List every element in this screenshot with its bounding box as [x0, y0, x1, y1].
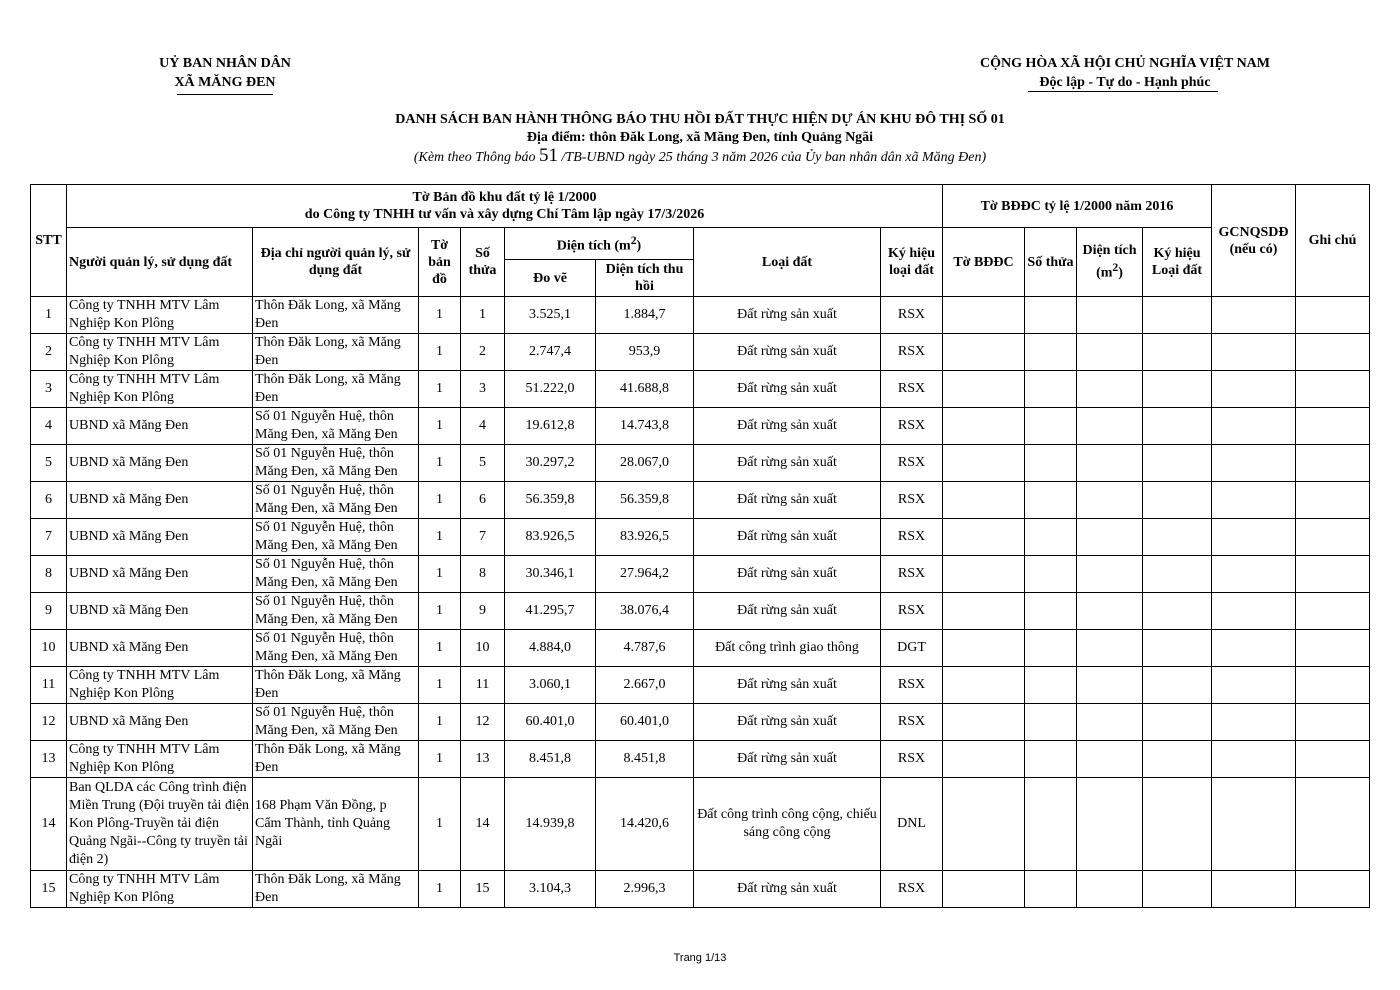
row-bddc-parcel: [1025, 371, 1077, 408]
row-notes: [1296, 667, 1370, 704]
row-bddc-sheet: [943, 667, 1025, 704]
row-parcel: 6: [461, 482, 505, 519]
row-bddc-code: [1143, 704, 1212, 741]
row-recovered-area: 27.964,2: [596, 556, 694, 593]
row-gcn: [1212, 297, 1296, 334]
table-body: [31, 297, 1370, 908]
row-bddc-sheet: [943, 741, 1025, 778]
row-land-type: Đất rừng sản xuất: [694, 334, 881, 371]
row-notes: [1296, 519, 1370, 556]
row-bddc-parcel: [1025, 667, 1077, 704]
reference-suffix: /TB-UBND ngày 25 tháng 3 năm 2026 của Ủy ban nhân dân xã Măng Đen): [558, 150, 987, 165]
header-parcel: Số thửa: [461, 228, 505, 297]
row-owner: Công ty TNHH MTV Lâm Nghiệp Kon Plông: [67, 334, 253, 371]
row-bddc-code: [1143, 445, 1212, 482]
row-land-code: RSX: [881, 704, 943, 741]
row-bddc-area: [1077, 741, 1143, 778]
row-bddc-parcel: [1025, 482, 1077, 519]
row-land-type: Đất rừng sản xuất: [694, 445, 881, 482]
row-bddc-code: [1143, 630, 1212, 667]
row-bddc-parcel: [1025, 334, 1077, 371]
row-gcn: [1212, 445, 1296, 482]
row-bddc-area: [1077, 297, 1143, 334]
row-map-sheet: 1: [419, 871, 461, 908]
title-location: Địa điểm: thôn Đăk Long, xã Măng Đen, tỉnh Quảng Ngãi: [526, 130, 874, 145]
row-gcn: [1212, 556, 1296, 593]
table-row: [31, 593, 1370, 630]
row-gcn: [1212, 593, 1296, 630]
row-recovered-area: 14.743,8: [596, 408, 694, 445]
row-recovered-area: 8.451,8: [596, 741, 694, 778]
row-recovered-area: 28.067,0: [596, 445, 694, 482]
row-recovered-area: 4.787,6: [596, 630, 694, 667]
row-stt: 10: [31, 630, 67, 667]
row-bddc-code: [1143, 741, 1212, 778]
row-notes: [1296, 482, 1370, 519]
row-owner: Công ty TNHH MTV Lâm Nghiệp Kon Plông: [67, 741, 253, 778]
row-bddc-area: [1077, 778, 1143, 871]
row-measured-area: 3.060,1: [505, 667, 596, 704]
row-map-sheet: 1: [419, 482, 461, 519]
header-owner: Người quản lý, sử dụng đất: [67, 228, 253, 297]
row-land-type: Đất rừng sản xuất: [694, 667, 881, 704]
row-bddc-parcel: [1025, 704, 1077, 741]
row-parcel: 4: [461, 408, 505, 445]
row-measured-area: 8.451,8: [505, 741, 596, 778]
row-owner: Ban QLDA các Công trình điện Miền Trung (Đội truyền tải điện Kon Plông-Truyền tải điện Quảng Ngãi--Công ty truyền tải điện 2): [67, 778, 253, 871]
table-row: [31, 519, 1370, 556]
row-land-code: RSX: [881, 371, 943, 408]
table-row: [31, 482, 1370, 519]
row-recovered-area: 2.996,3: [596, 871, 694, 908]
area-group-suffix: ): [636, 238, 642, 254]
row-recovered-area: 56.359,8: [596, 482, 694, 519]
row-notes: [1296, 297, 1370, 334]
row-gcn: [1212, 778, 1296, 871]
header-bddc-group: Tờ BĐĐC tỷ lệ 1/2000 năm 2016: [943, 185, 1212, 228]
row-measured-area: 3.104,3: [505, 871, 596, 908]
row-stt: 12: [31, 704, 67, 741]
row-recovered-area: 953,9: [596, 334, 694, 371]
row-bddc-code: [1143, 297, 1212, 334]
row-land-code: RSX: [881, 482, 943, 519]
table-row: [31, 778, 1370, 871]
row-stt: 6: [31, 482, 67, 519]
header-map-sheet: Tờ bản đồ: [419, 228, 461, 297]
row-address: Số 01 Nguyễn Huệ, thôn Măng Đen, xã Măng Đen: [253, 630, 419, 667]
row-map-sheet: 1: [419, 519, 461, 556]
row-stt: 9: [31, 593, 67, 630]
bddc-area-prefix: Diện tích (m: [1082, 243, 1137, 281]
row-land-type: Đất rừng sản xuất: [694, 741, 881, 778]
header-bddc-parcel: Số thửa: [1025, 228, 1077, 297]
row-notes: [1296, 445, 1370, 482]
row-stt: 3: [31, 371, 67, 408]
row-measured-area: 60.401,0: [505, 704, 596, 741]
row-map-sheet: 1: [419, 778, 461, 871]
row-recovered-area: 83.926,5: [596, 519, 694, 556]
row-owner: UBND xã Măng Đen: [67, 445, 253, 482]
row-stt: 14: [31, 778, 67, 871]
row-measured-area: 4.884,0: [505, 630, 596, 667]
notice-number: 51: [539, 145, 559, 166]
row-bddc-code: [1143, 593, 1212, 630]
row-address: Thôn Đăk Long, xã Măng Đen: [253, 334, 419, 371]
row-map-sheet: 1: [419, 556, 461, 593]
row-notes: [1296, 593, 1370, 630]
row-land-code: DNL: [881, 778, 943, 871]
row-bddc-parcel: [1025, 871, 1077, 908]
row-address: Số 01 Nguyễn Huệ, thôn Măng Đen, xã Măng Đen: [253, 519, 419, 556]
row-bddc-sheet: [943, 871, 1025, 908]
row-bddc-sheet: [943, 371, 1025, 408]
row-map-sheet: 1: [419, 445, 461, 482]
row-land-type: Đất công trình giao thông: [694, 630, 881, 667]
row-gcn: [1212, 408, 1296, 445]
row-measured-area: 41.295,7: [505, 593, 596, 630]
table-row: [31, 556, 1370, 593]
row-land-code: RSX: [881, 297, 943, 334]
row-bddc-code: [1143, 408, 1212, 445]
row-land-type: Đất rừng sản xuất: [694, 704, 881, 741]
row-notes: [1296, 741, 1370, 778]
table-row: [31, 667, 1370, 704]
motto-line-2: Độc lập - Tự do - Hạnh phúc: [1039, 75, 1211, 90]
table-row: [31, 334, 1370, 371]
header-address: Địa chỉ người quản lý, sử dụng đất: [253, 228, 419, 297]
row-address: Thôn Đăk Long, xã Măng Đen: [253, 297, 419, 334]
row-address: Số 01 Nguyễn Huệ, thôn Măng Đen, xã Măng Đen: [253, 556, 419, 593]
row-stt: 11: [31, 667, 67, 704]
row-address: Thôn Đăk Long, xã Măng Đen: [253, 741, 419, 778]
header-bddc-sheet: Tờ BĐĐC: [943, 228, 1025, 297]
row-land-type: Đất công trình công cộng, chiếu sáng công cộng: [694, 778, 881, 871]
row-bddc-code: [1143, 334, 1212, 371]
row-parcel: 11: [461, 667, 505, 704]
row-notes: [1296, 334, 1370, 371]
row-bddc-sheet: [943, 556, 1025, 593]
row-land-type: Đất rừng sản xuất: [694, 371, 881, 408]
reference-prefix: (Kèm theo Thông báo: [413, 150, 540, 165]
row-stt: 8: [31, 556, 67, 593]
motto-line-1: CỘNG HÒA XÃ HỘI CHỦ NGHĨA VIỆT NAM: [979, 56, 1270, 71]
row-bddc-code: [1143, 371, 1212, 408]
row-land-code: RSX: [881, 667, 943, 704]
row-map-sheet: 1: [419, 630, 461, 667]
row-bddc-sheet: [943, 334, 1025, 371]
row-gcn: [1212, 704, 1296, 741]
row-bddc-sheet: [943, 519, 1025, 556]
row-owner: UBND xã Măng Đen: [67, 519, 253, 556]
map-group-line-2: do Công ty TNHH tư vấn và xây dựng Chí Tâm lập ngày 17/3/2026: [304, 207, 705, 222]
row-bddc-area: [1077, 334, 1143, 371]
row-land-code: RSX: [881, 741, 943, 778]
row-bddc-area: [1077, 371, 1143, 408]
row-bddc-parcel: [1025, 408, 1077, 445]
authority-line-1: UỶ BAN NHÂN DÂN: [159, 56, 291, 71]
national-motto: [950, 54, 1300, 92]
row-owner: UBND xã Măng Đen: [67, 482, 253, 519]
header-area-group: [505, 228, 694, 260]
row-notes: [1296, 871, 1370, 908]
row-bddc-code: [1143, 556, 1212, 593]
header-gcn: GCNQSDĐ (nếu có): [1212, 185, 1296, 297]
row-land-code: RSX: [881, 408, 943, 445]
row-bddc-sheet: [943, 593, 1025, 630]
row-land-type: Đất rừng sản xuất: [694, 556, 881, 593]
row-measured-area: 83.926,5: [505, 519, 596, 556]
table-row: [31, 741, 1370, 778]
row-land-type: Đất rừng sản xuất: [694, 482, 881, 519]
row-bddc-sheet: [943, 445, 1025, 482]
row-address: Số 01 Nguyễn Huệ, thôn Măng Đen, xã Măng Đen: [253, 445, 419, 482]
row-land-code: RSX: [881, 445, 943, 482]
row-address: Thôn Đăk Long, xã Măng Đen: [253, 871, 419, 908]
row-stt: 2: [31, 334, 67, 371]
row-owner: Công ty TNHH MTV Lâm Nghiệp Kon Plông: [67, 871, 253, 908]
row-measured-area: 3.525,1: [505, 297, 596, 334]
area-group-sup: 2: [630, 234, 637, 248]
row-land-code: RSX: [881, 871, 943, 908]
row-land-type: Đất rừng sản xuất: [694, 408, 881, 445]
row-parcel: 3: [461, 371, 505, 408]
row-parcel: 9: [461, 593, 505, 630]
header-bddc-area: [1077, 228, 1143, 297]
row-address: Số 01 Nguyễn Huệ, thôn Măng Đen, xã Măng Đen: [253, 593, 419, 630]
row-bddc-area: [1077, 519, 1143, 556]
row-recovered-area: 14.420,6: [596, 778, 694, 871]
row-bddc-parcel: [1025, 445, 1077, 482]
row-parcel: 5: [461, 445, 505, 482]
row-map-sheet: 1: [419, 667, 461, 704]
row-bddc-area: [1077, 630, 1143, 667]
row-measured-area: 30.346,1: [505, 556, 596, 593]
bddc-area-suffix: ): [1118, 265, 1123, 281]
row-stt: 13: [31, 741, 67, 778]
row-bddc-sheet: [943, 704, 1025, 741]
row-recovered-area: 60.401,0: [596, 704, 694, 741]
row-measured-area: 30.297,2: [505, 445, 596, 482]
issuing-authority: [140, 54, 310, 92]
row-bddc-area: [1077, 593, 1143, 630]
row-land-type: Đất rừng sản xuất: [694, 593, 881, 630]
row-recovered-area: 41.688,8: [596, 371, 694, 408]
row-gcn: [1212, 630, 1296, 667]
page-number: Trang 1/13: [673, 952, 727, 964]
row-land-code: RSX: [881, 593, 943, 630]
header-land-type: Loại đất: [694, 228, 881, 297]
row-bddc-parcel: [1025, 297, 1077, 334]
row-bddc-parcel: [1025, 593, 1077, 630]
row-bddc-area: [1077, 704, 1143, 741]
row-stt: 4: [31, 408, 67, 445]
row-owner: Công ty TNHH MTV Lâm Nghiệp Kon Plông: [67, 667, 253, 704]
header-stt: STT: [31, 185, 67, 297]
row-parcel: 13: [461, 741, 505, 778]
row-bddc-code: [1143, 871, 1212, 908]
row-gcn: [1212, 519, 1296, 556]
row-stt: 5: [31, 445, 67, 482]
row-gcn: [1212, 334, 1296, 371]
row-bddc-parcel: [1025, 630, 1077, 667]
area-group-prefix: Diện tích (m: [556, 238, 631, 254]
table-row: [31, 408, 1370, 445]
row-address: Thôn Đăk Long, xã Măng Đen: [253, 667, 419, 704]
header-land-code: Ký hiệu loại đất: [881, 228, 943, 297]
row-parcel: 8: [461, 556, 505, 593]
row-notes: [1296, 556, 1370, 593]
row-bddc-parcel: [1025, 519, 1077, 556]
row-bddc-area: [1077, 667, 1143, 704]
row-stt: 1: [31, 297, 67, 334]
row-land-type: Đất rừng sản xuất: [694, 871, 881, 908]
row-gcn: [1212, 371, 1296, 408]
row-map-sheet: 1: [419, 704, 461, 741]
row-notes: [1296, 704, 1370, 741]
motto-underline: [1028, 91, 1218, 92]
row-land-type: Đất rừng sản xuất: [694, 519, 881, 556]
row-bddc-parcel: [1025, 741, 1077, 778]
row-notes: [1296, 371, 1370, 408]
row-land-code: RSX: [881, 334, 943, 371]
row-measured-area: 51.222,0: [505, 371, 596, 408]
row-parcel: 7: [461, 519, 505, 556]
row-bddc-code: [1143, 778, 1212, 871]
row-measured-area: 19.612,8: [505, 408, 596, 445]
row-gcn: [1212, 667, 1296, 704]
row-owner: UBND xã Măng Đen: [67, 408, 253, 445]
row-land-code: RSX: [881, 556, 943, 593]
row-bddc-sheet: [943, 630, 1025, 667]
row-parcel: 14: [461, 778, 505, 871]
bddc-area-sup: 2: [1112, 261, 1119, 275]
row-bddc-parcel: [1025, 556, 1077, 593]
row-bddc-parcel: [1025, 778, 1077, 871]
row-bddc-sheet: [943, 408, 1025, 445]
row-owner: UBND xã Măng Đen: [67, 593, 253, 630]
row-address: Số 01 Nguyễn Huệ, thôn Măng Đen, xã Măng Đen: [253, 704, 419, 741]
row-parcel: 2: [461, 334, 505, 371]
table-row: [31, 297, 1370, 334]
row-address: Thôn Đăk Long, xã Măng Đen: [253, 371, 419, 408]
map-group-line-1: Tờ Bản đồ khu đất tỷ lệ 1/2000: [412, 190, 597, 205]
title-line-1: DANH SÁCH BAN HÀNH THÔNG BÁO THU HỒI ĐẤT THỰC HIỆN DỰ ÁN KHU ĐÔ THỊ SỐ 01: [395, 112, 1005, 127]
row-map-sheet: 1: [419, 741, 461, 778]
row-measured-area: 14.939,8: [505, 778, 596, 871]
row-gcn: [1212, 741, 1296, 778]
row-recovered-area: 38.076,4: [596, 593, 694, 630]
row-map-sheet: 1: [419, 334, 461, 371]
row-owner: Công ty TNHH MTV Lâm Nghiệp Kon Plông: [67, 371, 253, 408]
row-bddc-sheet: [943, 482, 1025, 519]
row-notes: [1296, 408, 1370, 445]
row-map-sheet: 1: [419, 408, 461, 445]
row-measured-area: 2.747,4: [505, 334, 596, 371]
row-bddc-area: [1077, 408, 1143, 445]
table-row: [31, 445, 1370, 482]
row-bddc-code: [1143, 667, 1212, 704]
row-address: Số 01 Nguyễn Huệ, thôn Măng Đen, xã Măng Đen: [253, 482, 419, 519]
row-land-code: RSX: [881, 519, 943, 556]
row-bddc-area: [1077, 871, 1143, 908]
row-map-sheet: 1: [419, 371, 461, 408]
row-bddc-area: [1077, 556, 1143, 593]
row-parcel: 15: [461, 871, 505, 908]
document-title: [200, 111, 1200, 167]
row-land-code: DGT: [881, 630, 943, 667]
row-bddc-code: [1143, 482, 1212, 519]
row-bddc-area: [1077, 482, 1143, 519]
row-owner: UBND xã Măng Đen: [67, 556, 253, 593]
row-recovered-area: 2.667,0: [596, 667, 694, 704]
title-reference: [200, 147, 1200, 167]
row-notes: [1296, 630, 1370, 667]
table-row: [31, 704, 1370, 741]
header-map-group: [67, 185, 943, 228]
land-recovery-table: [30, 184, 1370, 908]
row-owner: UBND xã Măng Đen: [67, 630, 253, 667]
row-map-sheet: 1: [419, 593, 461, 630]
row-parcel: 12: [461, 704, 505, 741]
row-gcn: [1212, 482, 1296, 519]
row-measured-area: 56.359,8: [505, 482, 596, 519]
authority-underline: [177, 94, 273, 95]
row-gcn: [1212, 871, 1296, 908]
row-parcel: 10: [461, 630, 505, 667]
header-measured-area: Đo vẽ: [505, 260, 596, 297]
row-map-sheet: 1: [419, 297, 461, 334]
row-address: 168 Phạm Văn Đồng, p Cẩm Thành, tỉnh Quảng Ngãi: [253, 778, 419, 871]
header-bddc-code: Ký hiệu Loại đất: [1143, 228, 1212, 297]
row-bddc-sheet: [943, 778, 1025, 871]
row-bddc-sheet: [943, 297, 1025, 334]
row-stt: 15: [31, 871, 67, 908]
row-land-type: Đất rừng sản xuất: [694, 297, 881, 334]
row-owner: UBND xã Măng Đen: [67, 704, 253, 741]
table-row: [31, 371, 1370, 408]
row-stt: 7: [31, 519, 67, 556]
row-bddc-area: [1077, 445, 1143, 482]
authority-line-2: XÃ MĂNG ĐEN: [174, 75, 276, 90]
row-notes: [1296, 778, 1370, 871]
row-bddc-code: [1143, 519, 1212, 556]
row-owner: Công ty TNHH MTV Lâm Nghiệp Kon Plông: [67, 297, 253, 334]
row-address: Số 01 Nguyễn Huệ, thôn Măng Đen, xã Măng Đen: [253, 408, 419, 445]
header-recovered-area: Diện tích thu hồi: [596, 260, 694, 297]
row-recovered-area: 1.884,7: [596, 297, 694, 334]
header-notes: Ghi chú: [1296, 185, 1370, 297]
table-row: [31, 871, 1370, 908]
row-parcel: 1: [461, 297, 505, 334]
table-row: [31, 630, 1370, 667]
